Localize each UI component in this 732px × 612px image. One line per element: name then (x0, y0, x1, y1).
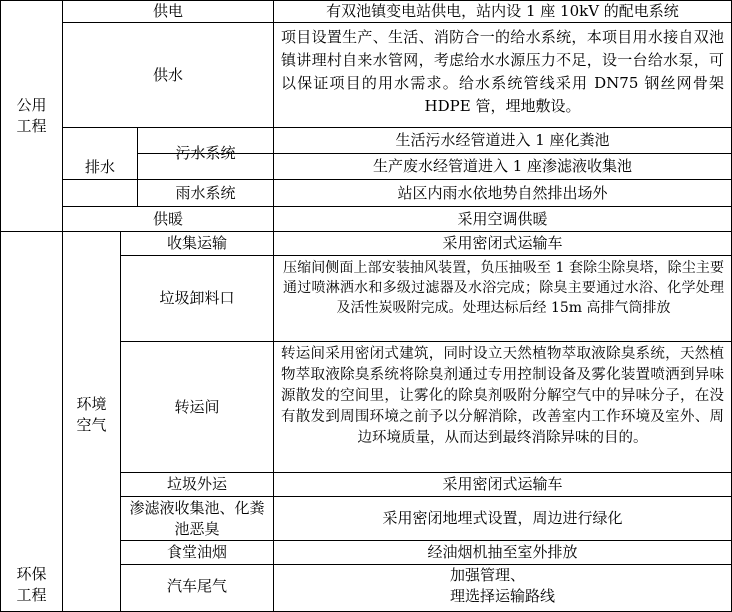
content-water-supply (281, 26, 724, 126)
category-environmental (1, 560, 62, 610)
item-label: 供水 (152, 65, 183, 84)
content-unloading-port (283, 258, 724, 340)
item-sewage-system (138, 128, 273, 179)
content-text: 转运间采用密闭式建筑，同时设立天然植物萃取液除臭系统，天然植物萃取液除臭系统将除臭剂通过专用控制设备及雾化装置喷洒到异味源散发的空间里，让雾化的除臭剂吸附分解空气中的异味分子，在没有散发到周围环境之前予以分解消除，改善室内工作环境及室外、周边环境质量，从而达到最终消除异味的目的。 (281, 346, 724, 446)
content-text: 经油烟机抽至室外排放 (427, 543, 578, 561)
category-label: 环保工程 (16, 565, 47, 604)
content-text: 采用空调供暖 (457, 209, 548, 228)
content-rainwater (274, 180, 731, 206)
content-vehicle-exhaust (274, 565, 731, 607)
item-ambient-air (63, 375, 120, 455)
item-collection-transport (121, 232, 273, 255)
item-heating (63, 207, 273, 231)
content-text: 采用密闭地埋式设置，周边进行绿化 (382, 509, 623, 527)
item-label: 汽车尾气 (166, 576, 227, 595)
item-water-supply (63, 23, 273, 127)
content-text: 采用密闭式运输车 (442, 475, 563, 493)
item-label: 渗滤液收集池、化粪池恶臭 (129, 498, 265, 538)
item-label: 污水系统 (175, 144, 236, 162)
item-label: 收集运输 (166, 234, 227, 252)
item-label: 排水 (84, 157, 115, 176)
content-heating (274, 207, 731, 231)
item-transfer-room (121, 342, 273, 472)
item-label: 食堂油烟 (166, 543, 227, 561)
item-unloading-port (121, 256, 273, 341)
item-label: 环境空气 (76, 395, 107, 434)
content-text: 生产废水经管道进入 1 座渗滤液收集池 (372, 157, 633, 175)
content-text: 生活污水经管道进入 1 座化粪池 (395, 131, 610, 149)
content-text: 站区内雨水依地势自然排出场外 (397, 183, 608, 202)
content-leachate-odor (274, 497, 731, 540)
content-sewage-domestic (274, 128, 731, 153)
item-label: 供暖 (152, 209, 183, 228)
content-transfer-room (281, 344, 724, 470)
content-text: 有双池镇变电站供电，站内设 1 座 10kV 的配电系统 (326, 2, 679, 20)
category-label: 公用工程 (16, 96, 47, 135)
item-label: 供电 (152, 2, 183, 20)
content-waste-outbound (274, 473, 731, 496)
item-label: 垃圾卸料口 (159, 289, 235, 307)
item-label: 垃圾外运 (166, 475, 227, 493)
content-text: 理选择运输路线 (449, 587, 555, 605)
content-sewage-production (274, 154, 731, 179)
item-drainage (63, 128, 137, 206)
content-collection-transport (274, 232, 731, 255)
content-text: 项目设置生产、生活、消防合一的给水系统，本项目用水接自双池镇讲理村自来水管网，考虑给水水源压力不足，设一台给水泵，可以保证项目的用水需求。给水系统管线采用 DN75 钢丝网骨架 HDPE 管，埋地敷设。 (281, 28, 724, 115)
item-power-supply (63, 1, 273, 22)
item-leachate-odor (121, 497, 273, 540)
content-text: 采用密闭式运输车 (442, 234, 563, 252)
content-text: 加强管理、 (449, 566, 525, 584)
item-label: 雨水系统 (175, 183, 236, 202)
content-power-supply (274, 1, 731, 22)
item-canteen-fume (121, 541, 273, 564)
item-rainwater-system (138, 180, 273, 206)
category-public-utility (1, 1, 62, 231)
item-vehicle-exhaust (121, 565, 273, 607)
item-label: 转运间 (174, 397, 220, 416)
item-waste-outbound (121, 473, 273, 496)
content-text: 压缩间侧面上部安装抽风装置，负压抽吸至 1 套除尘除臭塔，除尘主要通过喷淋洒水和多级过滤器及水浴完成；除臭主要通过水浴、化学处理及活性炭吸附完成。处理达标后经 15m 高排气筒排放 (283, 260, 724, 316)
content-canteen-fume (274, 541, 731, 564)
